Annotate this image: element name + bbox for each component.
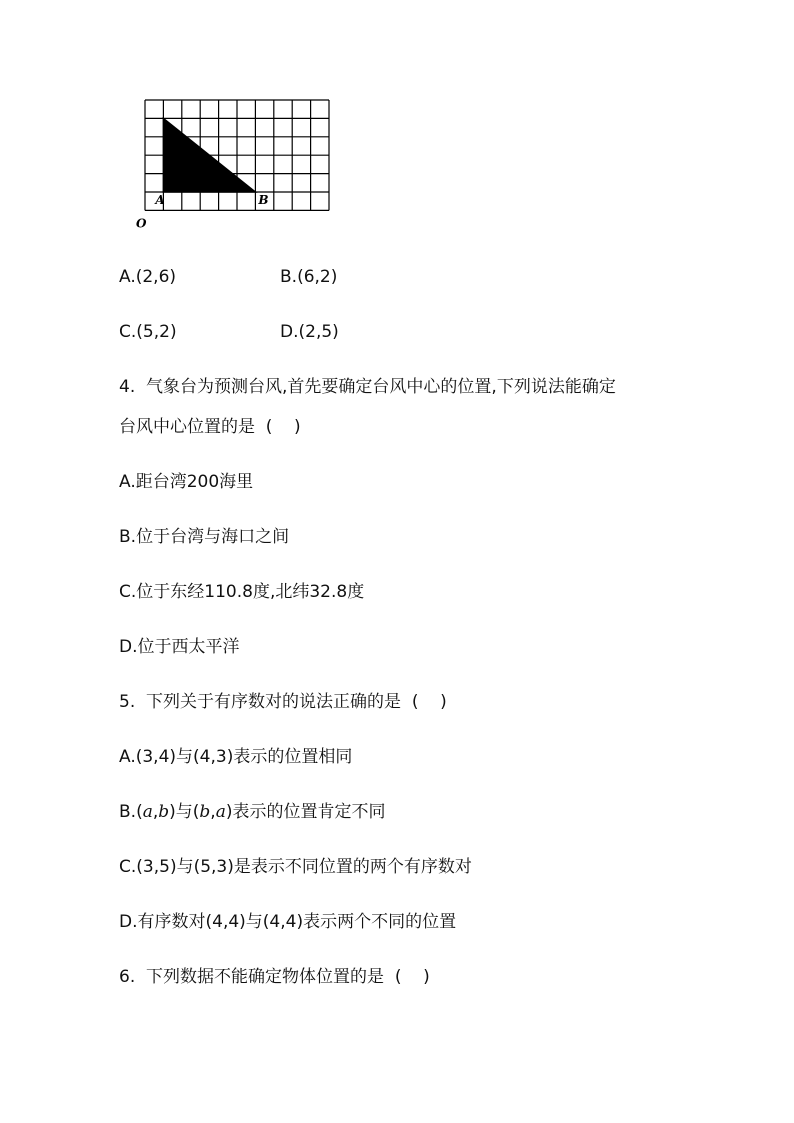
variable-b: b [199, 802, 211, 822]
q5-option-a: A.(3,4)与(4,3)表示的位置相同 [119, 747, 353, 767]
comma: , [152, 802, 159, 822]
q3-option-c: C.(5,2) [119, 322, 177, 342]
q5-stem: 5. 下列关于有序数对的说法正确的是 ( ) [119, 692, 447, 712]
variable-a: a [215, 802, 226, 822]
q4-option-b: B.位于台湾与海口之间 [119, 527, 290, 547]
point-b-label: B [258, 193, 269, 207]
q4-stem-line2: 台风中心位置的是 ( ) [119, 417, 301, 437]
q4-stem-line1: 4. 气象台为预测台风,首先要确定台风中心的位置,下列说法能确定 [119, 377, 616, 397]
q5-option-b-mid: )与( [169, 802, 200, 822]
grid-figure [132, 92, 352, 242]
q4-option-c: C.位于东经110.8度,北纬32.8度 [119, 582, 365, 602]
variable-a: a [142, 802, 153, 822]
q3-option-a: A.(2,6) [119, 267, 177, 287]
q5-option-b-suffix: )表示的位置肯定不同 [225, 802, 386, 822]
origin-label: O [136, 216, 147, 231]
q5-option-b [119, 800, 385, 824]
q5-option-c: C.(3,5)与(5,3)是表示不同位置的两个有序数对 [119, 857, 472, 877]
q3-option-b: B.(6,2) [280, 267, 338, 287]
variable-b: b [158, 802, 170, 822]
q4-option-d: D.位于西太平洋 [119, 637, 240, 657]
q5-option-d: D.有序数对(4,4)与(4,4)表示两个不同的位置 [119, 912, 457, 932]
comma: , [210, 802, 216, 822]
point-a-label: A [155, 193, 165, 207]
q3-option-d: D.(2,5) [280, 322, 339, 342]
q5-option-b-prefix: B.( [119, 802, 143, 822]
q4-option-a: A.距台湾200海里 [119, 472, 254, 492]
q6-stem: 6. 下列数据不能确定物体位置的是 ( ) [119, 967, 430, 987]
